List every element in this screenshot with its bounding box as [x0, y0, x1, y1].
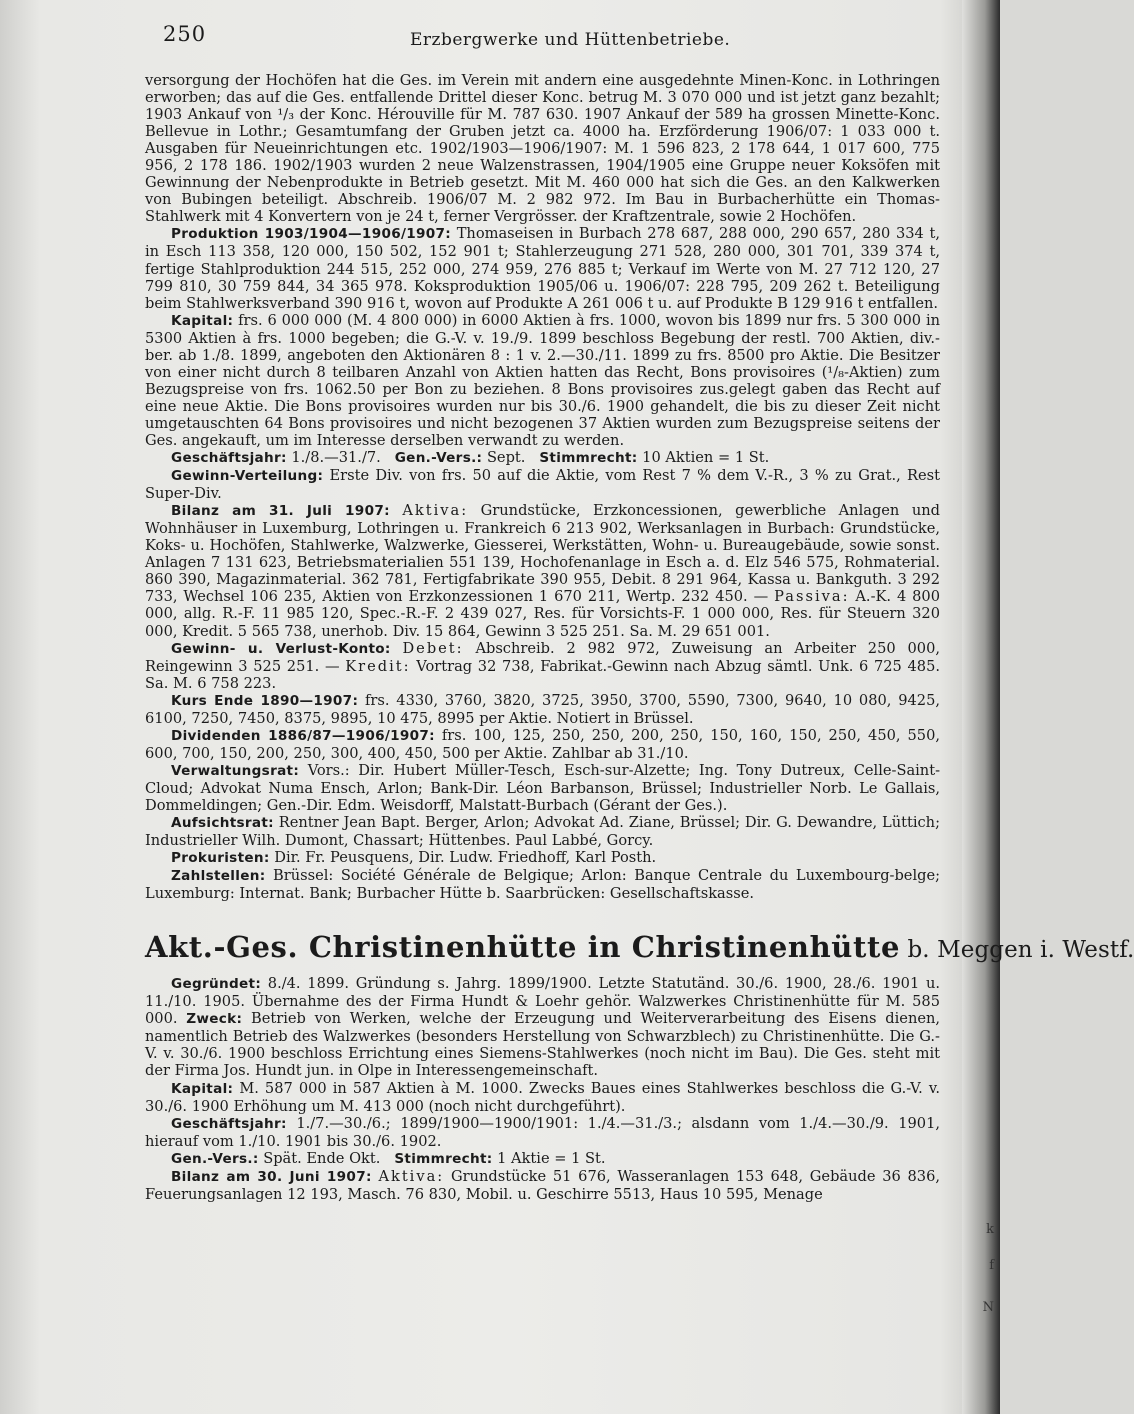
entry2-meeting-info — [145, 1150, 940, 1168]
section-label: Zahlstellen: — [171, 868, 266, 885]
entry2-kapital — [145, 1080, 940, 1115]
section-text: 1 Aktie = 1 St. — [497, 1149, 606, 1167]
entry1-zahlstellen — [145, 867, 940, 902]
section-text: 1./8.—31./7. — [291, 449, 381, 467]
entry1-aufsichtsrat — [145, 814, 940, 849]
margin-mark: f — [989, 1258, 994, 1273]
company-heading — [145, 930, 1134, 965]
page-body — [145, 72, 1134, 1203]
page-number: 250 — [163, 22, 207, 46]
section-text: Vortrag 32 738, Fabrikat.-Gewinn nach Abzug sämtl. Unk. 6 725 485. Sa. M. 6 758 223. — [145, 657, 941, 692]
section-label: Aufsichtsrat: — [171, 815, 274, 832]
entry1-gewinn-verteilung — [145, 467, 940, 502]
section-text: Rentner Jean Bapt. Berger, Arlon; Advokat Ad. Ziane, Brüssel; Dir. G. Dewandre, Lüttich; Industrieller Wilh. Dumont, Chassart; Hüttenbes. Paul Labbé, Gorcy. — [145, 814, 940, 850]
section-label: Gegründet: — [171, 976, 262, 993]
section-label: Stimmrecht: — [394, 1150, 493, 1167]
section-text: Betrieb von Werken, welche der Erzeugung und Weiterverarbeitung des Eisens dienen, namentlich Betrieb des Walzwerkes (besonders Herstellung von Schwarzblech) zu Christinenhütte. Die G.-V. v. 30./6. 1900 beschloss Errichtung eines Siemens-Stahlwerkes (noch nicht im Bau). Die Ges. steht mit der Firma Jos. Hundt jun. in Olpe in Interessengemeinschaft. — [145, 1010, 941, 1080]
section-label: Prokuristen: — [171, 850, 270, 867]
entry1-prokuristen — [145, 849, 940, 867]
entry1-kurs — [145, 692, 940, 727]
entry2-gegruendet — [145, 975, 940, 1079]
section-label: Kurs Ende 1890—1907: — [171, 692, 359, 709]
section-label: Gewinn-Verteilung: — [171, 468, 324, 485]
section-text: b. Meggen i. Westf. — [907, 937, 1134, 964]
section-text: Passiva: — [774, 588, 850, 606]
section-text: A.-K. 4 800 000, allg. R.-F. 11 985 120, Spec.-R.-F. 2 439 027, Res. für Vorsichts-F. 1 000 000, Res. für Steuern 320 000, Kredit. 5 565 738, unerhob. Div. 15 864, Gewinn 3 525 251. Sa. M. 29 651 001. — [145, 588, 940, 640]
entry1-meeting-info — [145, 449, 940, 467]
margin-mark: k — [986, 1222, 994, 1237]
entry1-kapital — [145, 312, 940, 449]
section-text: frs. 4330, 3760, 3820, 3725, 3950, 3700, 5590, 7300, 9640, 10 080, 9425, 6100, 7250, 7450, 8375, 9895, 10 475, 8995 per Aktie. Notiert in Brüssel. — [145, 691, 941, 727]
section-text: Erste Div. von frs. 50 auf die Aktie, vom Rest 7 % dem V.-R., 3 % zu Grat., Rest Super-Div. — [145, 467, 940, 503]
margin-mark: N — [982, 1300, 994, 1315]
section-label: Verwaltungsrat: — [171, 762, 300, 779]
section-label: Gen.-Vers.: — [394, 450, 483, 467]
section-text: Abschreib. 2 982 972, Zuweisung an Arbeiter 250 000, Reingewinn 3 525 251. — — [145, 639, 940, 675]
section-text: M. 587 000 in 587 Aktien à M. 1000. Zwecks Baues eines Stahlwerkes beschloss die G.-V. v. 30./6. 1900 Erhöhung um M. 413 000 (noch nicht durchgeführt). — [145, 1079, 940, 1115]
section-text: 1./7.—30./6.; 1899/1900—1900/1901: 1./4.—31./3.; alsdann vom 1./4.—30./9. 1901, hierauf vom 1./10. 1901 bis 30./6. 1902. — [145, 1114, 940, 1150]
entry1-dividenden — [145, 727, 940, 762]
section-text: frs. 6 000 000 (M. 4 800 000) in 6000 Aktien à frs. 1000, wovon bis 1899 nur frs. 5 300 000 in 5300 Aktien à frs. 1000 begeben; die G.-V. v. 19./9. 1899 beschloss Begebung der restl. 700 Aktien, div.-ber. ab 1./8. 1899, angeboten den Aktionären 8 : 1 v. 2.—30./11. 1899 zu frs. 8500 pro Aktie. Die Besitzer von einer nicht durch 8 teilbaren Anzahl von Aktien hatten das Recht, Bons provisoires (¹/₈-Aktien) zum Bezugspreise von frs. 1062.50 per Bon zu beziehen. 8 Bons provisoires zus.gelegt gaben das Recht auf eine neue Aktie. Die Bons provisoires wurden nur bis 30./6. 1900 gehandelt, die bis zu dieser Zeit nicht umgetauschten 64 Bons provisoires und nicht bezogenen 37 Aktien wurden zum Bezugspreise seitens der Ges. angekauft, um im Interesse derselben verwandt zu werden. — [145, 311, 941, 449]
section-text: Akt.-Ges. Christinenhütte in Christinenhütte — [145, 930, 901, 965]
entry2-bilanz — [145, 1168, 940, 1203]
section-text: Grundstücke 51 676, Wasseranlagen 153 648, Gebäude 36 836, Feuerungsanlagen 12 193, Masch. 76 830, Mobil. u. Geschirre 5513, Haus 10 595, Menage — [145, 1167, 941, 1203]
section-text: Spät. Ende Okt. — [263, 1149, 381, 1167]
section-label: Stimmrecht: — [539, 450, 638, 467]
section-text: Grundstücke, Erzkoncessionen, gewerbliche Anlagen und Wohnhäuser in Luxemburg, Lothringen u. Frankreich 6 213 902, Werksanlagen in Burbach: Grundstücke, Koks- u. Hochöfen, Stahlwerke, Walzwerke, Giesserei, Werkstätten, Wohn- u. Bureaugebäude, sowie sonst. Anlagen 7 131 623, Betriebsmaterialien 551 139, Hochofenanlage in Esch a. d. Elz 546 575, Rohmaterial. 860 390, Magazinmaterial. 362 781, Fertigfabrikate 390 955, Debit. 8 291 964, Kassa u. Bankguth. 3 292 733, Wechsel 106 235, Aktien von Erzkonzessionen 1 670 211, Wertp. 232 450. — — [145, 502, 940, 606]
section-label: Gen.-Vers.: — [171, 1150, 259, 1167]
section-label: Produktion 1903/1904—1906/1907: — [171, 226, 451, 243]
section-text: frs. 100, 125, 250, 250, 200, 250, 150, 160, 150, 250, 450, 550, 600, 700, 150, 200, 250, 300, 400, 450, 500 per Aktie. Zahlbar ab 31./10. — [145, 726, 940, 762]
section-text: Brüssel: Société Générale de Belgique; Arlon: Banque Centrale du Luxembourg-belge; Luxemburg: Internat. Bank; Burbacher Hütte b. Saarbrücken: Gesellschaftskasse. — [145, 867, 941, 903]
section-text: Kredit: — [345, 657, 411, 675]
running-head: Erzbergwerke und Hüttenbetriebe. — [410, 30, 731, 50]
entry2-geschaeftsjahr — [145, 1115, 940, 1150]
section-label: Dividenden 1886/87—1906/1907: — [171, 727, 435, 744]
section-label: Geschäftsjahr: — [171, 1115, 287, 1132]
section-label: Kapital: — [171, 1080, 234, 1097]
section-label: Geschäftsjahr: — [171, 450, 287, 467]
section-label: Kapital: — [171, 312, 234, 329]
section-text: Debet: — [402, 639, 464, 657]
entry1-bilanz — [145, 502, 940, 639]
section-label: Bilanz am 30. Juni 1907: — [171, 1168, 372, 1185]
entry1-guv — [145, 640, 940, 692]
section-label: Gewinn- u. Verlust-Konto: — [171, 640, 391, 657]
section-text: 10 Aktien = 1 St. — [642, 449, 770, 467]
entry1-verwaltungsrat — [145, 762, 940, 814]
page-edge-shadow — [962, 0, 1000, 1414]
section-text: 8./4. 1899. Gründung s. Jahrg. 1899/1900. Letzte Statutänd. 30./6. 1900, 28./6. 1901 u. 11./10. 1905. Übernahme des der Firma Hundt & Loehr gehör. Walzwerkes Christinenhütte für M. 585 000. — [145, 975, 940, 1028]
section-text: Aktiva: — [378, 1167, 445, 1185]
entry1-intro: versorgung der Hochöfen hat die Ges. im Verein mit andern eine ausgedehnte Minen-Konc. in Lothringen erworben; das auf die Ges. entfallende Drittel dieser Konc. betrug M. 3 070 000 und ist jetzt ganz bezahlt; 1903 Ankauf von ¹/₃ der Konc. Hérouville für M. 787 630. 1907 Ankauf der 589 ha grossen Minette-Konc. Bellevue in Lothr.; Gesamtumfang der Gruben jetzt ca. 4000 ha. Erzförderung 1906/07: 1 033 000 t. Ausgaben für Neueinrichtungen etc. 1902/1903—1906/1907: M. 1 596 823, 2 178 644, 1 017 600, 775 956, 2 178 186. 1902/1903 wurden 2 neue Walzenstrassen, 1904/1905 eine Gruppe neuer Koksöfen mit Gewinnung der Nebenprodukte in Betrieb gesetzt. Mit M. 460 000 hat sich die Ges. an den Kalkwerken von Bubingen beteiligt. Abschreib. 1906/07 M. 2 982 972. Im Bau in Burbacherhütte ein Thomas-Stahlwerk mit 4 Konvertern von je 24 t, ferner Vergrösser. der Kraftzentrale, sowie 2 Hochöfen. — [145, 72, 940, 226]
section-text: Thomaseisen in Burbach 278 687, 288 000, 290 657, 280 334 t, in Esch 113 358, 120 000, 150 502, 152 901 t; Stahlerzeugung 271 528, 280 000, 301 701, 339 374 t, fertige Stahlproduktion 244 515, 252 000, 274 959, 276 885 t; Verkauf im Werte von M. 27 712 120, 27 799 810, 30 759 844, 34 365 978. Koksproduktion 1905/06 u. 1906/07: 228 795, 209 262 t. Beteiligung beim Stahlwerksverband 390 916 t, wovon auf Produkte A 261 006 t u. auf Produkte B 129 916 t entfallen. — [145, 225, 940, 312]
section-text: Sept. — [486, 449, 526, 467]
section-text: Dir. Fr. Peusquens, Dir. Ludw. Friedhoff, Karl Posth. — [274, 849, 657, 867]
entry1-produktion — [145, 225, 940, 311]
section-text: Aktiva: — [402, 502, 469, 520]
section-label: Zweck: — [186, 1011, 243, 1028]
section-text: Vors.: Dir. Hubert Müller-Tesch, Esch-sur-Alzette; Ing. Tony Dutreux, Celle-Saint-Cloud; Advokat Numa Ensch, Arlon; Bank-Dir. Léon Barbanson, Brüssel; Industrieller Norb. Le Gallais, Dommeldingen; Gen.-Dir. Edm. Weisdorff, Malstatt-Burbach (Gérant der Ges.). — [145, 761, 941, 814]
section-label: Bilanz am 31. Juli 1907: — [171, 503, 390, 520]
